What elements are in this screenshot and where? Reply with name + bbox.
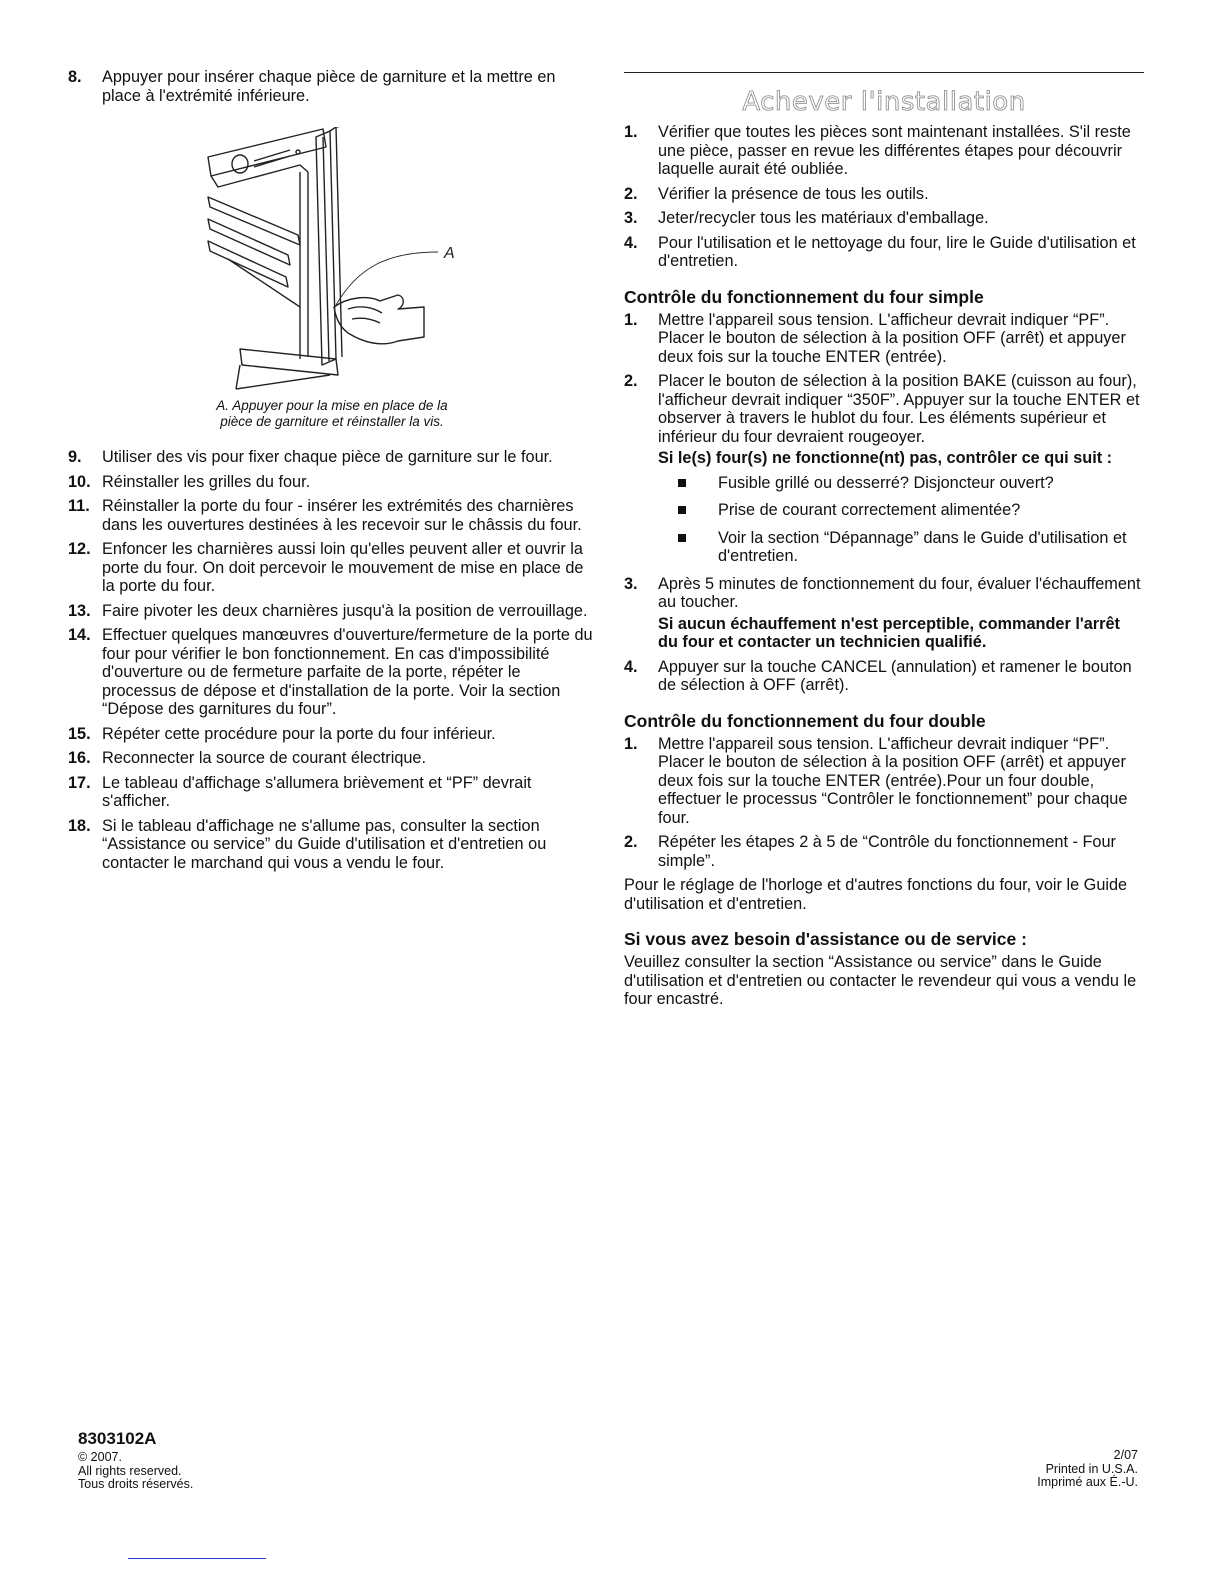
copyright: © 2007.: [78, 1450, 122, 1464]
step-9: [68, 448, 596, 467]
single-oven-heading: Contrôle du fonctionnement du four simple: [624, 286, 984, 307]
double-step-1: [624, 735, 1144, 828]
single-oven-steps: [624, 311, 1144, 695]
step-13: [68, 602, 596, 621]
callout-label: A: [444, 245, 455, 262]
double-oven-steps: [624, 735, 1144, 871]
bottom-rule: [128, 1558, 266, 1559]
step-text: Pour l'utilisation et le nettoyage du four, lire le Guide d'utilisation et d'entretien.: [658, 233, 1136, 270]
oven-bottom-panel: [240, 349, 338, 375]
step-number: 16.: [68, 749, 91, 767]
single-step-4: [624, 658, 1144, 695]
right-column: [624, 68, 1144, 1009]
double-step-2: [624, 833, 1144, 870]
step-number: 1.: [624, 123, 638, 141]
install-steps-bottom: [68, 448, 596, 872]
section-divider: [624, 72, 1144, 73]
service-heading: Si vous avez besoin d'assistance ou de service :: [624, 929, 1027, 949]
section-title: Achever l'installation: [742, 87, 1026, 117]
step-number: 3.: [624, 574, 638, 593]
trim-installation-figure: [68, 127, 596, 392]
step-number: 13.: [68, 601, 91, 620]
step-14: [68, 626, 596, 719]
check-list: [658, 474, 1144, 566]
callout-leader: [336, 252, 438, 305]
step-number: 2.: [624, 372, 638, 390]
step-text: Appuyer pour insérer chaque pièce de garniture et la mettre en place à l'extrémité inférieure.: [102, 68, 556, 105]
step-number: 11.: [68, 497, 90, 515]
step-text: Réinstaller la porte du four - insérer les extrémités des charnières dans les ouvertures destinées à les recevoir sur le châssis du four.: [102, 497, 582, 534]
step-text: Mettre l'appareil sous tension. L'afficheur devrait indiquer “PF”. Placer le bouton de sélection à la position OFF (arrêt) et appuyer deux fois sur la touche ENTER (entrée).: [658, 310, 1126, 366]
step-number: 2.: [624, 833, 638, 851]
finish-step-3: [624, 209, 1144, 228]
oven-rack-3: [208, 241, 288, 287]
document-code: 8303102A: [78, 1429, 157, 1448]
footer-right: [1037, 1449, 1138, 1490]
single-step-3: [624, 575, 1144, 652]
step-text: Le tableau d'affichage s'allumera brièvement et “PF” devrait s'afficher.: [102, 773, 532, 810]
printed-english: Printed in U.S.A.: [1045, 1461, 1138, 1476]
step-17: [68, 774, 596, 811]
finish-step-2: [624, 185, 1144, 204]
step-number: 10.: [68, 472, 91, 491]
footer-left: [78, 1429, 193, 1492]
step-number: 17.: [68, 773, 91, 792]
step-number: 15.: [68, 724, 91, 743]
step-text: Répéter cette procédure pour la porte du four inférieur.: [102, 724, 496, 743]
check-item: Prise de courant correctement alimentée?: [658, 501, 1144, 520]
step-number: 18.: [68, 816, 91, 835]
step-16: [68, 749, 596, 768]
finish-step-4: [624, 234, 1144, 271]
step-text: Enfoncer les charnières aussi loin qu'elles peuvent aller et ouvrir la porte du four. On doit percevoir le mouvement de mise en place de la porte du four.: [102, 540, 584, 595]
step-text: Effectuer quelques manœuvres d'ouverture/fermeture de la porte du four pour vérifier le bon fonctionnement. En cas d'impossibilité d'ouverture ou de fermeture parfaite de la porte, répéter le processus de dépose et d'installation de la porte. Voir la section “Dépose des garnitures du four”.: [102, 626, 593, 718]
finish-steps: [624, 123, 1144, 271]
rights-french: Tous droits réservés.: [78, 1477, 194, 1491]
step-8: [68, 68, 596, 105]
step-number: 2.: [624, 184, 638, 203]
step-text: Utiliser des vis pour fixer chaque pièce de garniture sur le four.: [102, 448, 553, 466]
step-number: 8.: [68, 68, 82, 86]
hand: [334, 295, 424, 344]
step-text: Vérifier que toutes les pièces sont maintenant installées. S'il reste une pièce, passer en revue les différentes étapes pour découvrir laquelle aurait été oubliée.: [658, 123, 1131, 178]
step-18: [68, 817, 596, 873]
step-number: 12.: [68, 540, 91, 558]
step-number: 4.: [624, 657, 638, 676]
check-item: Fusible grillé ou desserré? Disjoncteur ouvert?: [658, 474, 1144, 493]
step-text: Répéter les étapes 2 à 5 de “Contrôle du fonctionnement - Four simple”.: [658, 833, 1116, 870]
step-text: Jeter/recycler tous les matériaux d'emballage.: [658, 209, 989, 227]
step-text: Vérifier la présence de tous les outils.: [658, 184, 929, 203]
step-number: 9.: [68, 448, 82, 466]
step-text: Faire pivoter les deux charnières jusqu'à la position de verrouillage.: [102, 601, 588, 620]
step-11: [68, 497, 596, 534]
caption-line-1: A. Appuyer pour la mise en place de la: [216, 398, 448, 413]
check-item: Voir la section “Dépannage” dans le Guide d'utilisation et d'entretien.: [658, 529, 1144, 566]
single-step-2: [624, 372, 1144, 566]
double-oven-heading: Contrôle du fonctionnement du four double: [624, 710, 986, 731]
left-column: [68, 68, 596, 878]
rights-english: All rights reserved.: [78, 1463, 182, 1478]
oven-knob: [232, 155, 248, 173]
install-steps-top: [68, 68, 596, 105]
single-step-1: [624, 311, 1144, 367]
check-warning: Si le(s) four(s) ne fonctionne(nt) pas, contrôler ce qui suit :: [658, 449, 1113, 467]
step-10: [68, 473, 596, 492]
step-15: [68, 725, 596, 744]
printed-french: Imprimé aux É.-U.: [1037, 1475, 1138, 1489]
caption-line-2: pièce de garniture et réinstaller la vis.: [220, 414, 444, 429]
oven-top-panel: [208, 129, 326, 176]
print-date: 2/07: [1113, 1448, 1138, 1462]
finish-step-1: [624, 123, 1144, 179]
oven-trim-illustration: [68, 127, 596, 392]
step-text: Reconnecter la source de courant électrique.: [102, 749, 427, 767]
clock-note: Pour le réglage de l'horloge et d'autres fonctions du four, voir le Guide d'utilisation et d'entretien.: [624, 876, 1128, 913]
step-number: 1.: [624, 734, 638, 753]
step-text: Après 5 minutes de fonctionnement du four, évaluer l'échauffement au toucher.: [658, 574, 1141, 611]
heat-warning: Si aucun échauffement n'est perceptible, commander l'arrêt du four et contacter un technicien qualifié.: [658, 614, 1120, 651]
step-number: 4.: [624, 233, 638, 252]
step-text: Si le tableau d'affichage ne s'allume pas, consulter la section “Assistance ou service” du Guide d'utilisation et d'entretien ou contacter le marchand qui vous a vendu le four.: [102, 816, 547, 872]
step-number: 1.: [624, 310, 638, 329]
step-text: Placer le bouton de sélection à la position BAKE (cuisson au four), l'afficheur devrait indiquer “350F”. Appuyer sur la touche ENTER et observer à travers le hublot du four. Les éléments supérieur et inférieur du four devraient rougeoyer.: [658, 372, 1140, 446]
oven-rack-1: [208, 197, 300, 245]
step-text: Mettre l'appareil sous tension. L'afficheur devrait indiquer “PF”. Placer le bouton de sélection à la position OFF (arrêt) et appuyer deux fois sur la touche ENTER (entrée).Pour un four double, effectuer le processus “Contrôler le fonctionnement” pour chaque four.: [658, 734, 1128, 827]
step-text: Appuyer sur la touche CANCEL (annulation) et ramener le bouton de sélection à OFF (arrêt).: [658, 657, 1132, 694]
step-number: 14.: [68, 626, 91, 644]
figure-caption: [68, 398, 596, 430]
step-12: [68, 540, 596, 596]
service-text: Veuillez consulter la section “Assistance ou service” dans le Guide d'utilisation et d'entretien ou contacter le revendeur qui vous a vendu le four encastré.: [624, 953, 1137, 1008]
step-number: 3.: [624, 209, 638, 227]
step-text: Réinstaller les grilles du four.: [102, 472, 311, 491]
